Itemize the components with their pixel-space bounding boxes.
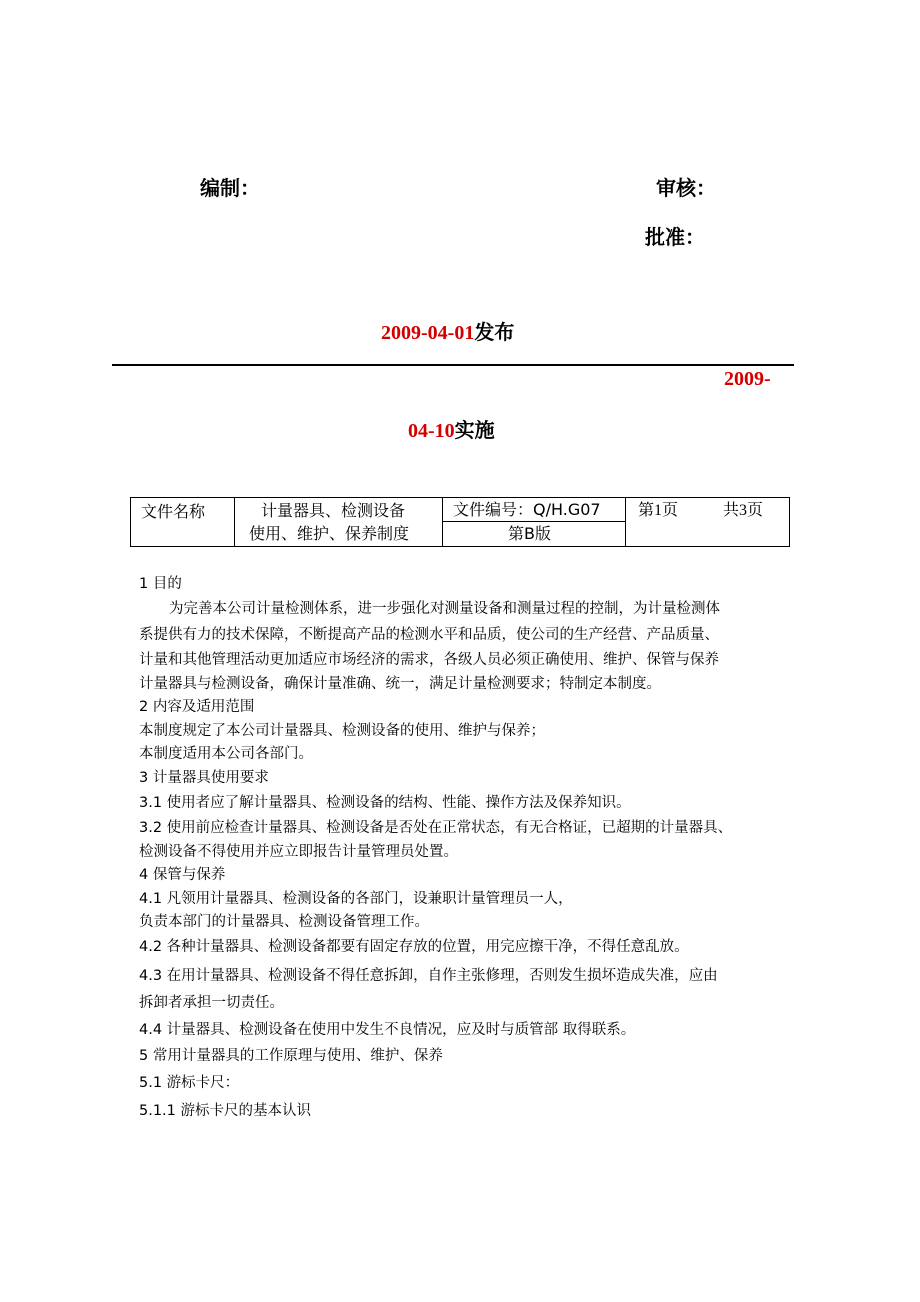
implement-suffix: 实施 xyxy=(454,418,495,442)
implement-date-line xyxy=(408,414,495,443)
paragraph-line: 4.1 凡领用计量器具、检测设备的各部门，设兼职计量管理员一人， xyxy=(139,891,573,907)
document-title-cell xyxy=(235,498,443,546)
paragraph-line: 本制度适用本公司各部门。 xyxy=(139,746,313,762)
document-title-line1: 计量器具、检测设备 xyxy=(261,501,406,520)
document-header-table xyxy=(130,497,790,547)
paragraph-line: 计量器具与检测设备，确保计量准确、统一，满足计量检测要求；特制定本制度。 xyxy=(139,676,661,692)
paragraph-line: 3.2 使用前应检查计量器具、检测设备是否处在正常状态，有无合格证，已超期的计量器具、 xyxy=(139,820,733,836)
page-info-cell xyxy=(626,498,789,546)
release-date: 2009-04-01 xyxy=(381,322,475,344)
approve-label: 批准： xyxy=(645,225,705,249)
version: 第B版 xyxy=(508,524,551,543)
section-2-heading: 2 内容及适用范围 xyxy=(139,699,255,715)
section-3-heading: 3 计量器具使用要求 xyxy=(139,770,269,786)
section-5-heading: 5 常用计量器具的工作原理与使用、维护、保养 xyxy=(139,1048,443,1064)
file-name-label: 文件名称 xyxy=(141,502,206,521)
page-number: 第1页 xyxy=(638,502,679,519)
paragraph-line: 本制度规定了本公司计量器具、检测设备的使用、维护与保养； xyxy=(139,723,545,739)
implement-date-part2: 04-10 xyxy=(408,420,455,442)
file-number: 文件编号：Q/H.G07 xyxy=(453,500,601,519)
release-date-line xyxy=(381,316,514,345)
paragraph-line: 系提供有力的技术保障，不断提高产品的检测水平和品质，使公司的生产经营、产品质量、 xyxy=(139,627,719,643)
file-name-label-cell xyxy=(131,498,235,546)
document-title-line2: 使用、维护、保养制度 xyxy=(249,524,410,543)
paragraph-line: 4.2 各种计量器具、检测设备都要有固定存放的位置，用完应擦干净，不得任意乱放。 xyxy=(139,939,689,955)
paragraph-line: 3.1 使用者应了解计量器具、检测设备的结构、性能、操作方法及保养知识。 xyxy=(139,795,631,811)
paragraph-line: 负责本部门的计量器具、检测设备管理工作。 xyxy=(139,914,429,930)
page-total: 共3页 xyxy=(723,502,764,519)
paragraph-line: 为完善本公司计量检测体系，进一步强化对测量设备和测量过程的控制，为计量检测体 xyxy=(169,601,720,617)
header-divider xyxy=(112,364,794,366)
compile-label: 编制： xyxy=(200,176,260,200)
release-suffix: 发布 xyxy=(474,320,515,344)
paragraph-line: 检测设备不得使用并应立即报告计量管理员处置。 xyxy=(139,844,458,860)
version-cell xyxy=(443,522,626,546)
paragraph-line: 计量和其他管理活动更加适应市场经济的需求，各级人员必须正确使用、维护、保管与保养 xyxy=(139,652,719,668)
subsection-heading: 5.1.1 游标卡尺的基本认识 xyxy=(139,1103,312,1119)
section-4-heading: 4 保管与保养 xyxy=(139,867,226,883)
subsection-heading: 5.1 游标卡尺： xyxy=(139,1075,240,1091)
review-label: 审核： xyxy=(656,176,716,200)
section-1-heading: 1 目的 xyxy=(139,576,182,592)
paragraph-line: 4.4 计量器具、检测设备在使用中发生不良情况，应及时与质管部 取得联系。 xyxy=(139,1022,636,1038)
paragraph-line: 拆卸者承担一切责任。 xyxy=(139,995,284,1011)
paragraph-line: 4.3 在用计量器具、检测设备不得任意拆卸，自作主张修理，否则发生损坏造成失准，应由 xyxy=(139,968,718,984)
file-number-cell xyxy=(443,498,626,522)
implement-date-part1: 2009- xyxy=(724,368,771,390)
